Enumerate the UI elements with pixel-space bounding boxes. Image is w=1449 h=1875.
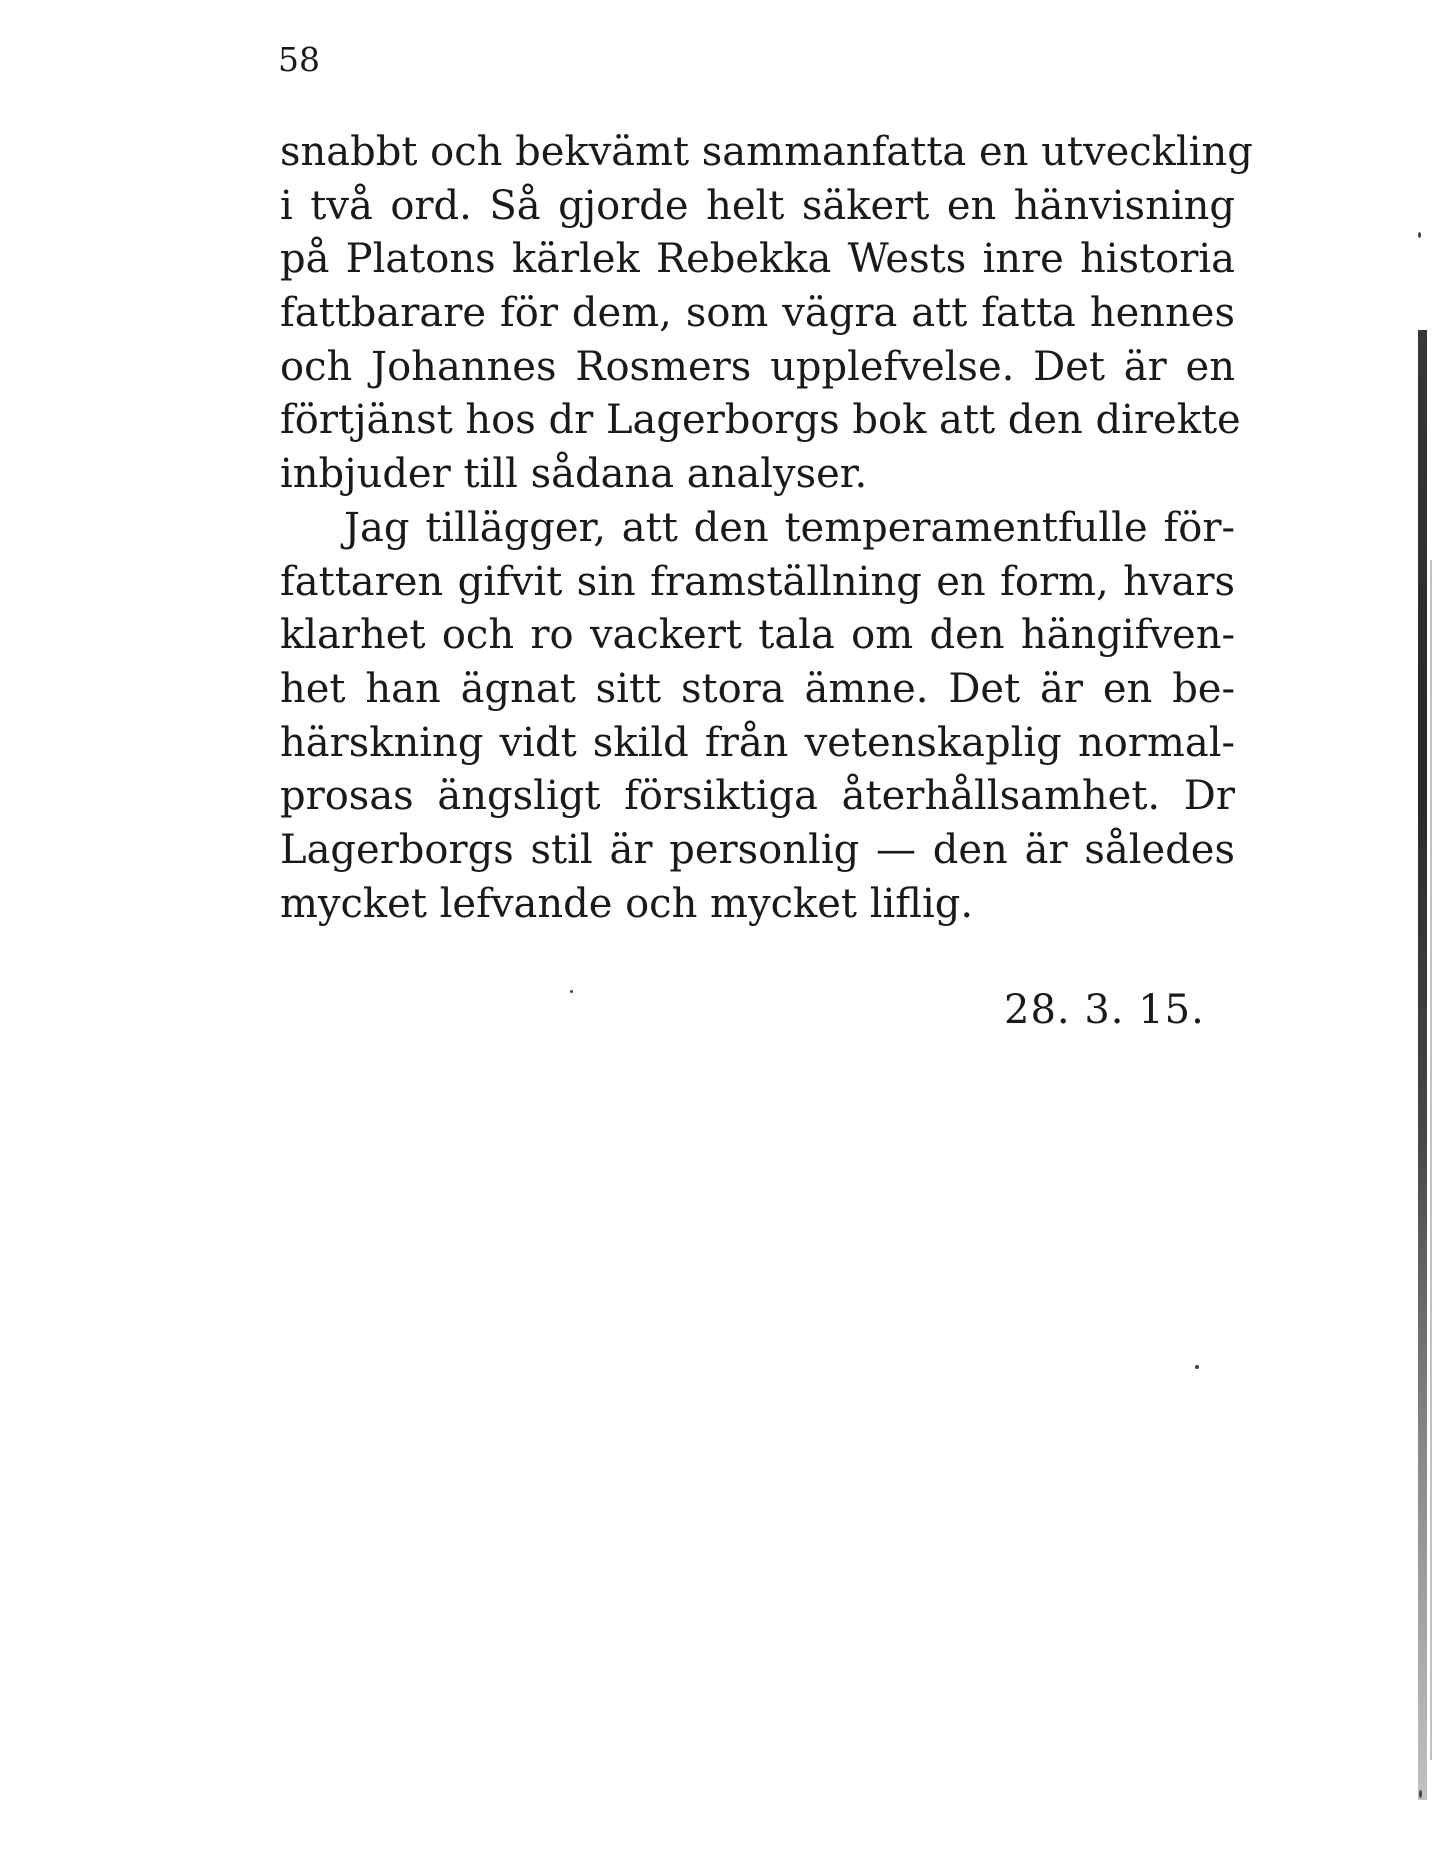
text-line: prosas ängsligt försiktiga återhållsamhet. Dr — [280, 773, 1235, 820]
text-line: Lagerborgs stil är personlig — den är således — [280, 826, 1235, 873]
scan-speck — [1195, 1365, 1199, 1369]
text-line: förtjänst hos dr Lagerborgs bok att den direkte — [280, 397, 1241, 444]
text-line: inbjuder till sådana analyser. — [280, 451, 868, 498]
body-text — [280, 126, 1253, 931]
text-line: het han ägnat sitt stora ämne. Det är en be- — [280, 665, 1235, 712]
text-line: klarhet och ro vackert tala om den hängifven- — [280, 612, 1235, 659]
scan-speck — [1419, 1790, 1422, 1798]
text-line: snabbt och bekvämt sammanfatta en utveckling — [280, 129, 1253, 175]
text-line: i två ord. Så gjorde helt säkert en hänvisning — [280, 182, 1235, 229]
text-line: Jag tillägger, att den temperamentfulle för- — [344, 504, 1235, 551]
scan-speck — [1418, 232, 1421, 238]
scan-edge-line — [1430, 560, 1432, 1760]
text-line: och Johannes Rosmers upplefvelse. Det är en — [280, 343, 1235, 390]
paragraph-1 — [280, 126, 1253, 502]
paragraph-2 — [280, 502, 1235, 932]
text-line: fattbarare för dem, som vägra att fatta hennes — [280, 290, 1235, 337]
text-line: härskning vidt skild från vetenskaplig normal- — [280, 719, 1235, 766]
text-line: fattaren gifvit sin framställning en form, hvars — [280, 558, 1235, 605]
text-line: på Platons kärlek Rebekka Wests inre historia — [280, 236, 1235, 283]
page-number: 58 — [278, 40, 320, 79]
scan-speck — [570, 990, 573, 993]
scan-edge-shadow — [1418, 330, 1427, 1800]
text-line: mycket lefvande och mycket liflig. — [280, 880, 974, 927]
date-line: 28. 3. 15. — [1004, 987, 1205, 1033]
